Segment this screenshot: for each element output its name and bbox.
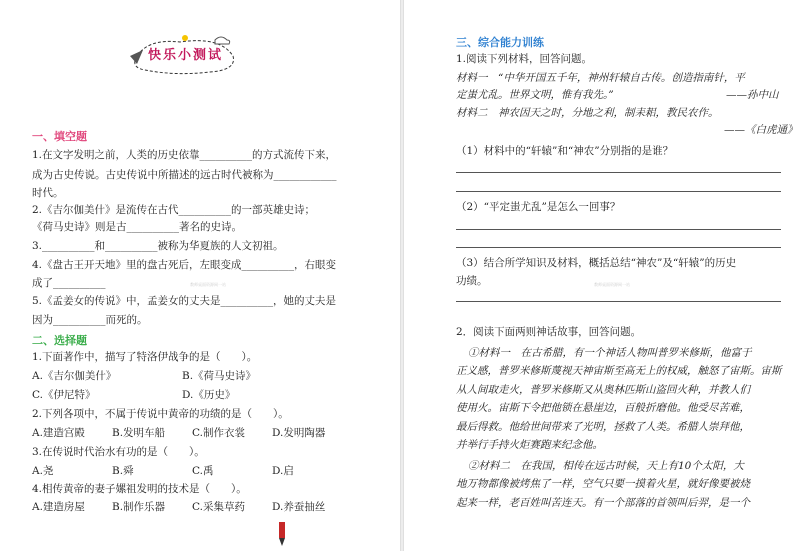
question-line: 4.《盘古王开天地》里的盘古死后，左眼变成__________，右眼变 bbox=[32, 259, 337, 271]
right-page bbox=[404, 0, 807, 551]
question-line: 5.《孟姜女的传说》中，孟姜女的丈夫是__________，她的丈夫是 bbox=[32, 295, 337, 307]
question-line: 3.在传说时代治水有功的是（ ）。 bbox=[32, 446, 205, 458]
question-line: 1.在文字发明之前，人类的历史依靠__________的方式流传下来， bbox=[32, 149, 337, 161]
answer-line bbox=[456, 229, 781, 230]
section-choice: 二、选择题 bbox=[32, 334, 87, 347]
logo-title: 快乐小测试 bbox=[148, 48, 224, 63]
material-source: ——《白虎通》 bbox=[724, 124, 798, 136]
story-line: ①材料一 在古希腊，有一个神话人物叫普罗米修斯，他富于 bbox=[468, 347, 752, 359]
question-line: 2.《吉尔伽美什》是流传在古代__________的一部英雄史诗； bbox=[32, 204, 316, 216]
story-line: 地万物都像被烤焦了一样，空气只要一摸着火星，就好像要被烧 bbox=[456, 478, 750, 490]
question-line: 1.阅读下列材料，回答问题。 bbox=[456, 53, 593, 65]
option: B.制作乐器 bbox=[112, 501, 166, 513]
story-line: 使用火。宙斯下令把他锁在悬崖边，百般折磨他。他受尽苦难， bbox=[456, 402, 750, 414]
option: C.禹 bbox=[192, 465, 214, 477]
question-line: （3）结合所学知识及材料，概括总结“神农”及“轩辕”的历史 bbox=[456, 257, 737, 269]
option: A.尧 bbox=[32, 465, 54, 477]
option: C.制作衣裳 bbox=[192, 427, 245, 439]
material-source: ——孙中山 bbox=[726, 89, 779, 101]
option: A.建造房屋 bbox=[32, 501, 85, 513]
answer-line bbox=[456, 247, 781, 248]
option: B.发明车船 bbox=[112, 427, 166, 439]
material-line: 定蚩尤乱。世界文明，惟有我先。” bbox=[456, 89, 614, 101]
question-line: 3.__________和__________被称为华夏族的人文初祖。 bbox=[32, 240, 284, 252]
answer-line bbox=[456, 191, 781, 192]
story-line: 最后得救。他给世间带来了光明，拯救了人类。希腊人崇拜他， bbox=[456, 421, 750, 433]
option: B.舜 bbox=[112, 465, 134, 477]
question-line: （1）材料中的“轩辕”和“神农”分别指的是谁？ bbox=[456, 145, 674, 157]
left-page bbox=[0, 0, 400, 551]
question-line: 1.下面著作中，描写了特洛伊战争的是（ ）。 bbox=[32, 351, 258, 363]
story-line: 并举行手持火炬赛跑来纪念他。 bbox=[456, 439, 603, 451]
pencil-icon bbox=[270, 520, 294, 548]
option: D.养蚕抽丝 bbox=[272, 501, 326, 513]
story-line: 起来一样，老百姓叫苦连天。有一个部落的首领叫后羿，是一个 bbox=[456, 497, 750, 509]
option: A.《吉尔伽美什》 bbox=[32, 370, 117, 382]
material-line: 材料二 神农因天之时，分地之利，制耒耜，教民农作。 bbox=[456, 107, 719, 119]
question-line: 成为古史传说。古史传说中所描述的远古时代被称为____________ bbox=[32, 169, 337, 181]
option: B.《荷马史诗》 bbox=[182, 370, 257, 382]
question-line: （2）“平定蚩尤乱”是怎么一回事？ bbox=[456, 201, 621, 213]
question-line: 成了__________ bbox=[32, 277, 106, 289]
option: D.《历史》 bbox=[182, 389, 236, 401]
watermark: 教师桌面资源网一站 bbox=[190, 282, 226, 287]
section-comprehensive: 三、综合能力训练 bbox=[456, 36, 544, 49]
story-line: ②材料二 在我国，相传在远古时候，天上有10个太阳，大 bbox=[468, 460, 744, 472]
answer-line bbox=[456, 172, 781, 173]
question-line: 2.下列各项中，不属于传说中黄帝的功绩的是（ ）。 bbox=[32, 408, 289, 420]
question-line: 4.相传黄帝的妻子嫘祖发明的技术是（ ）。 bbox=[32, 483, 247, 495]
watermark: 教师桌面资源网一站 bbox=[594, 282, 630, 287]
option: A.建造宫殿 bbox=[32, 427, 85, 439]
option: C.《伊尼特》 bbox=[32, 389, 96, 401]
story-line: 正义感，普罗米修斯蔑视天神宙斯至高无上的权威，触怒了宙斯。宙斯 bbox=[456, 365, 782, 377]
section-fill-blank: 一、填空题 bbox=[32, 130, 87, 143]
question-line: 时代。 bbox=[32, 187, 64, 199]
story-line: 从人间取走火，普罗米修斯又从奥林匹斯山盗回火种，并教人们 bbox=[456, 384, 750, 396]
question-line: 《荷马史诗》则是古__________著名的史诗。 bbox=[32, 221, 242, 233]
option: C.采集草药 bbox=[192, 501, 245, 513]
material-line: 材料一 “中华开国五千年，神州轩辕自古传。创造指南针，平 bbox=[456, 72, 745, 84]
option: D.启 bbox=[272, 465, 294, 477]
question-line: 2．阅读下面两则神话故事，回答问题。 bbox=[456, 326, 642, 338]
question-line: 因为__________而死的。 bbox=[32, 314, 148, 326]
option: D.发明陶器 bbox=[272, 427, 326, 439]
answer-line bbox=[456, 301, 781, 302]
question-line: 功绩。 bbox=[456, 275, 488, 287]
